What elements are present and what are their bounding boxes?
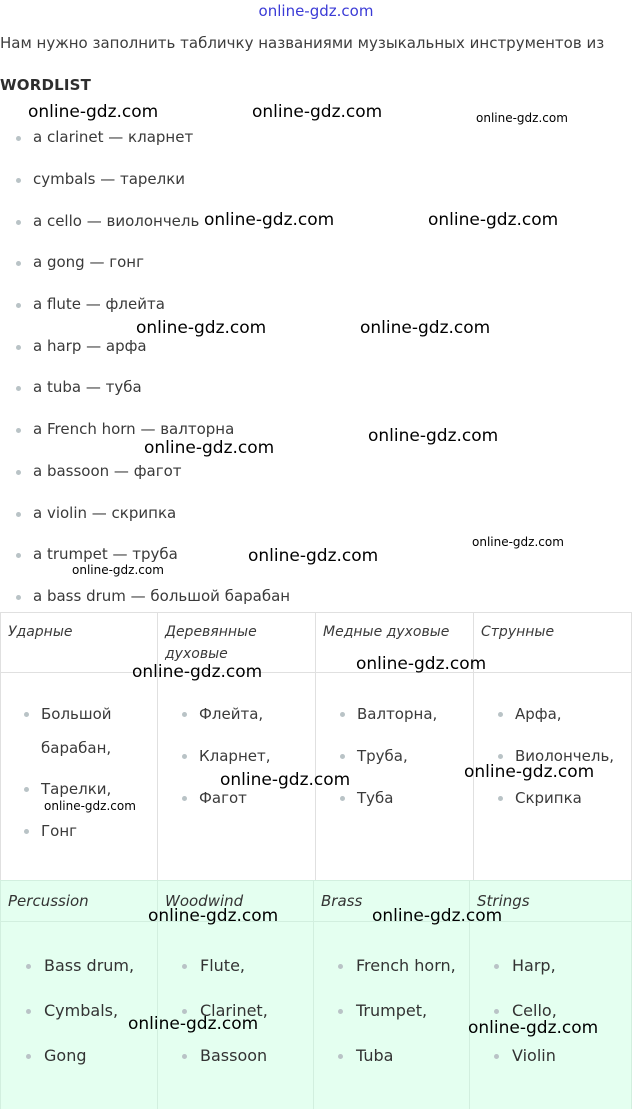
- bullet-icon: [24, 712, 29, 717]
- bullet-icon: [498, 712, 503, 717]
- watermark: online-gdz.com: [220, 770, 351, 790]
- cell-item: Фагот: [199, 788, 247, 808]
- watermark: online-gdz.com: [128, 1014, 259, 1034]
- watermark: online-gdz.com: [148, 906, 279, 926]
- cell-item: Flute,: [200, 956, 245, 976]
- list-item: a clarinet — кларнет: [0, 128, 600, 152]
- list-item: a trumpet — труба: [0, 545, 600, 569]
- bullet-icon: [16, 428, 21, 433]
- cell-item: барабан,: [41, 739, 112, 757]
- watermark: online-gdz.com: [44, 799, 136, 813]
- watermark: online-gdz.com: [204, 210, 335, 230]
- bullet-icon: [182, 964, 187, 969]
- watermark: online-gdz.com: [360, 318, 491, 338]
- bullet-icon: [16, 345, 21, 350]
- cell-item: Тарелки,: [41, 779, 111, 799]
- bullet-icon: [16, 136, 21, 141]
- list-item: a tuba — туба: [0, 378, 600, 402]
- bullet-icon: [16, 303, 21, 308]
- watermark: online-gdz.com: [464, 762, 595, 782]
- cell-item: Cymbals,: [44, 1001, 118, 1021]
- table-border: [157, 612, 158, 880]
- cell-item: Кларнет,: [199, 746, 271, 766]
- table-border: [0, 880, 1, 1109]
- header-watermark: online-gdz.com: [258, 2, 374, 20]
- cell-item: Cello,: [512, 1001, 557, 1021]
- header-cell: Brass: [321, 892, 363, 910]
- table-border: [0, 672, 632, 673]
- cell-item: Trumpet,: [356, 1001, 427, 1021]
- bullet-icon: [494, 964, 499, 969]
- bullet-icon: [16, 220, 21, 225]
- watermark: online-gdz.com: [144, 438, 275, 458]
- cell-item: Gong: [44, 1046, 86, 1066]
- cell-item: Violin: [512, 1046, 556, 1066]
- bullet-icon: [182, 754, 187, 759]
- intro-text: Нам нужно заполнить табличку названиями музыкальных инструментов из: [0, 34, 605, 52]
- cell-item: Большой: [41, 704, 112, 724]
- cell-item: Гонг: [41, 821, 77, 841]
- bullet-icon: [16, 470, 21, 475]
- table-border: [0, 921, 632, 922]
- list-item: a flute — флейта: [0, 295, 600, 319]
- table-border: [0, 880, 632, 881]
- watermark: online-gdz.com: [468, 1018, 599, 1038]
- watermark: online-gdz.com: [428, 210, 559, 230]
- list-item: a bassoon — фагот: [0, 462, 600, 486]
- bullet-icon: [338, 1054, 343, 1059]
- header-cell: Медные духовые: [323, 624, 450, 640]
- list-item: a violin — скрипка: [0, 504, 600, 528]
- table-border: [0, 612, 1, 880]
- list-item: a gong — гонг: [0, 253, 600, 277]
- bullet-icon: [16, 178, 21, 183]
- bullet-icon: [26, 1054, 31, 1059]
- table-border: [313, 880, 314, 1109]
- cell-item: French horn,: [356, 956, 456, 976]
- watermark: online-gdz.com: [136, 318, 267, 338]
- bullet-icon: [340, 754, 345, 759]
- list-item: a cello — виолончель: [0, 212, 600, 236]
- list-item: a harp — арфа: [0, 337, 600, 361]
- bullet-icon: [340, 796, 345, 801]
- watermark: online-gdz.com: [28, 102, 159, 122]
- bullet-icon: [24, 787, 29, 792]
- cell-item: Bass drum,: [44, 956, 134, 976]
- cell-item: Туба: [357, 788, 393, 808]
- table-border: [315, 612, 316, 880]
- bullet-icon: [182, 712, 187, 717]
- bullet-icon: [16, 595, 21, 600]
- watermark: online-gdz.com: [476, 111, 568, 125]
- header-cell: Percussion: [8, 892, 89, 910]
- header-cell: Ударные: [8, 624, 73, 640]
- bullet-icon: [16, 261, 21, 266]
- cell-item: Виолончель,: [515, 746, 614, 766]
- bullet-icon: [24, 829, 29, 834]
- watermark: online-gdz.com: [72, 563, 164, 577]
- watermark: online-gdz.com: [252, 102, 383, 122]
- bullet-icon: [498, 754, 503, 759]
- cell-item: Harp,: [512, 956, 556, 976]
- cell-item: Арфа,: [515, 704, 562, 724]
- watermark: online-gdz.com: [372, 906, 503, 926]
- bullet-icon: [494, 1054, 499, 1059]
- cell-item: Clarinet,: [200, 1001, 268, 1021]
- cell-item: Скрипка: [515, 788, 582, 808]
- cell-item: Bassoon: [200, 1046, 267, 1066]
- cell-item: Труба,: [357, 746, 408, 766]
- wordlist-heading: WORDLIST: [0, 76, 92, 94]
- list-item: cymbals — тарелки: [0, 170, 600, 194]
- header-cell: Деревянные духовые: [165, 624, 257, 662]
- table-russian: [0, 612, 632, 880]
- header-cell: Strings: [477, 892, 530, 910]
- bullet-icon: [338, 1009, 343, 1014]
- bullet-icon: [182, 796, 187, 801]
- bullet-icon: [338, 964, 343, 969]
- bullet-icon: [16, 386, 21, 391]
- watermark: online-gdz.com: [248, 546, 379, 566]
- table-english: [0, 880, 632, 1109]
- bullet-icon: [16, 512, 21, 517]
- bullet-icon: [182, 1054, 187, 1059]
- list-item: a French horn — валторна: [0, 420, 600, 444]
- header-cell: Woodwind: [165, 892, 244, 910]
- header-cell: Струнные: [481, 624, 555, 640]
- table-border: [473, 612, 474, 880]
- cell-item: Tuba: [356, 1046, 393, 1066]
- watermark: online-gdz.com: [132, 662, 263, 682]
- bullet-icon: [494, 1009, 499, 1014]
- watermark: online-gdz.com: [472, 535, 564, 549]
- bullet-icon: [16, 553, 21, 558]
- cell-item: Валторна,: [357, 704, 437, 724]
- bullet-icon: [26, 1009, 31, 1014]
- cell-item: Флейта,: [199, 704, 263, 724]
- bullet-icon: [340, 712, 345, 717]
- watermark: online-gdz.com: [368, 426, 499, 446]
- list-item: a bass drum — большой барабан: [0, 587, 600, 611]
- table-border: [0, 612, 632, 613]
- watermark: online-gdz.com: [356, 654, 487, 674]
- bullet-icon: [498, 796, 503, 801]
- bullet-icon: [26, 964, 31, 969]
